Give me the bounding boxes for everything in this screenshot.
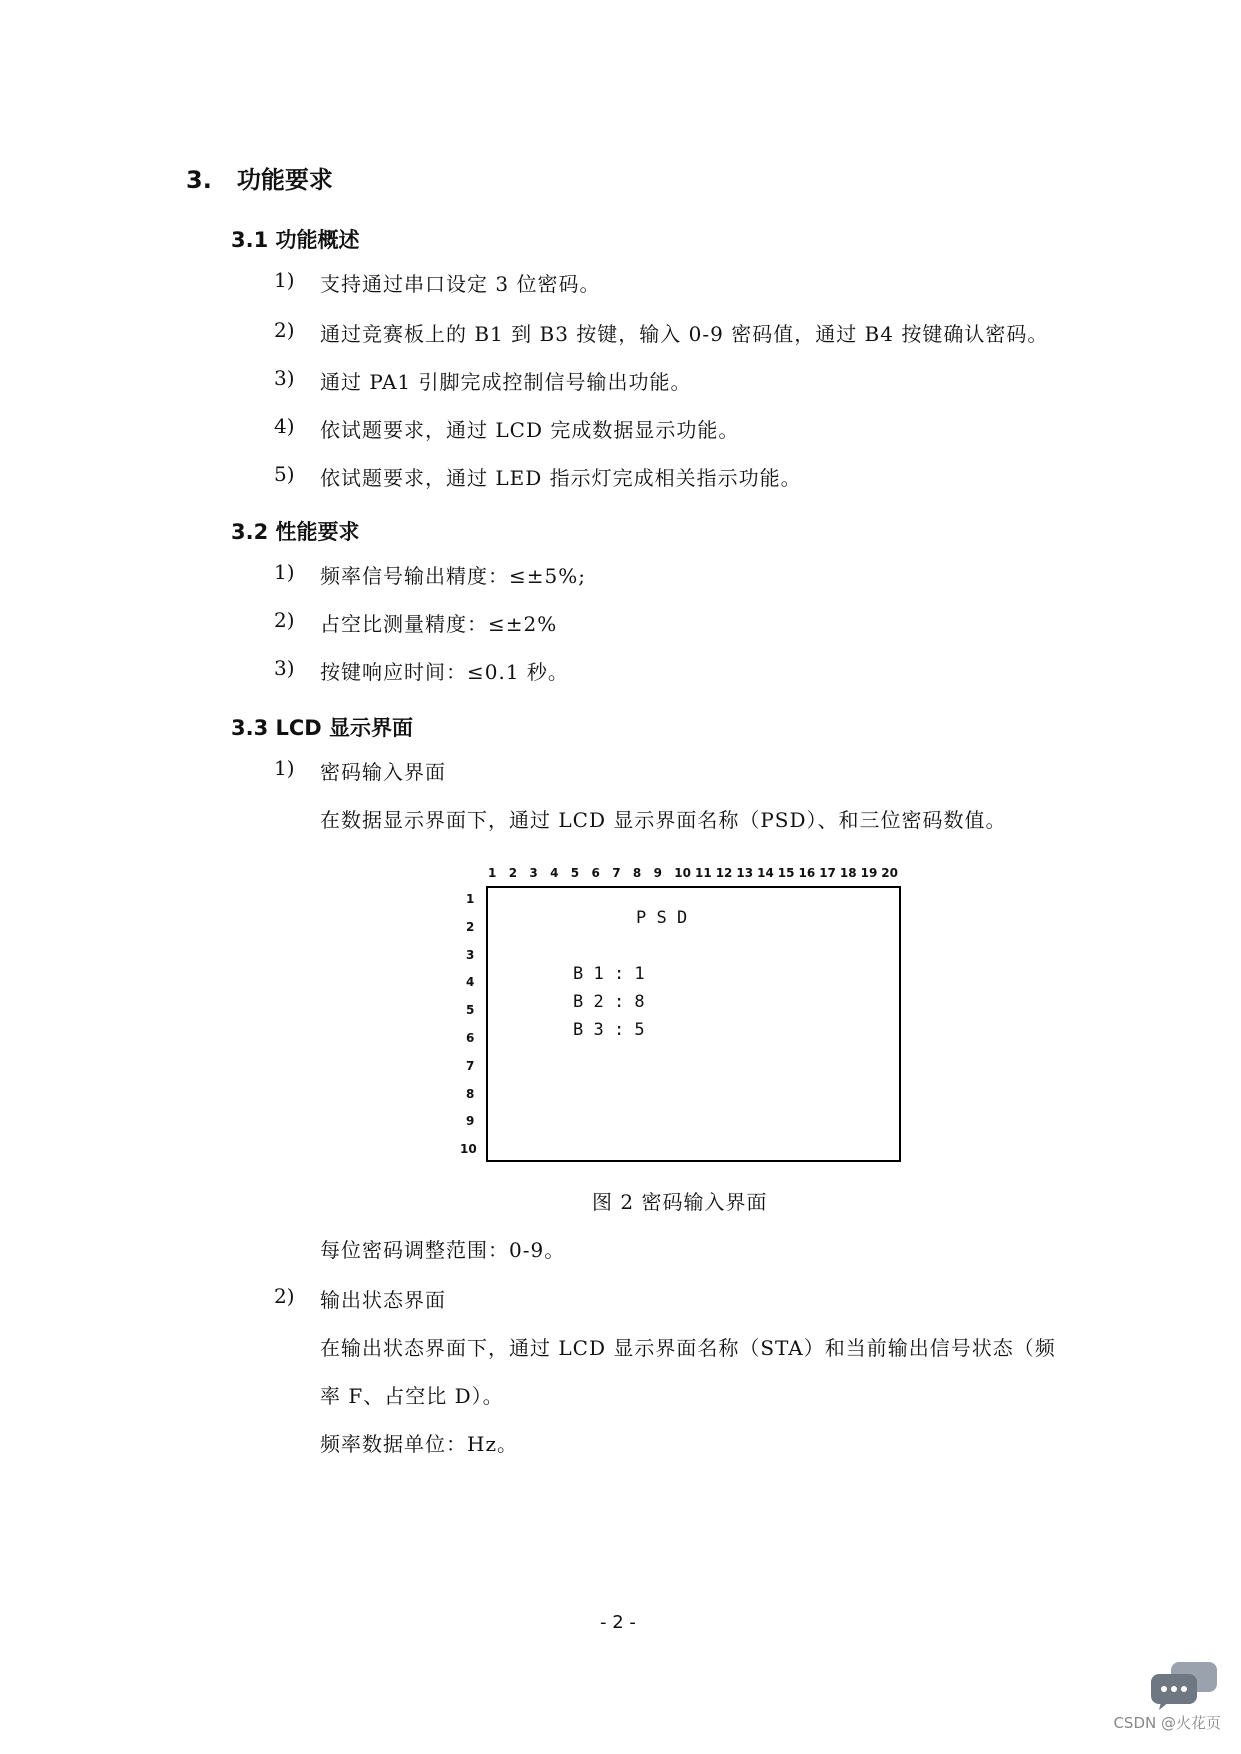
list-item-text: 通过竞赛板上的 B1 到 B3 按键，输入 0-9 密码值，通过 B4 按键确认密码。	[320, 322, 1049, 346]
lcd-column-number: 10	[674, 866, 691, 880]
lcd-line-2: P S D	[636, 908, 688, 928]
lcd-column-number: 19	[860, 866, 878, 880]
lcd-row-number: 6	[466, 1031, 475, 1045]
list-item-number: 1)	[274, 756, 295, 780]
lcd-column-number: 2	[508, 866, 518, 880]
lcd-column-number: 20	[881, 866, 898, 880]
list-item-text: 占空比测量精度：≤±2%	[320, 612, 558, 636]
page-number: - 2 -	[600, 1612, 636, 1633]
chat-bubble-icon	[1149, 1660, 1221, 1716]
paragraph: 在数据显示界面下，通过 LCD 显示界面名称（PSD）、和三位密码数值。	[320, 808, 1007, 832]
list-item-number: 5)	[274, 462, 295, 486]
subsection-title: 输出状态界面	[320, 1288, 446, 1312]
lcd-column-number: 3	[529, 866, 538, 880]
lcd-line-4: B 1 : 1	[573, 964, 645, 984]
heading-3-3: 3.3 LCD 显示界面	[231, 716, 414, 740]
list-item-text: 依试题要求，通过 LCD 完成数据显示功能。	[320, 418, 740, 442]
lcd-column-number: 18	[839, 866, 857, 880]
list-item-number: 2)	[274, 318, 295, 342]
lcd-column-number: 4	[550, 866, 559, 880]
lcd-row-number: 7	[466, 1058, 475, 1073]
list-item-number: 1)	[274, 268, 295, 292]
lcd-screen	[486, 886, 901, 1162]
section-title: 功能要求	[236, 166, 333, 194]
lcd-row-number: 5	[466, 1003, 475, 1018]
list-item-text: 通过 PA1 引脚完成控制信号输出功能。	[320, 370, 692, 394]
list-item-number: 1)	[274, 560, 295, 584]
heading-3-1: 3.1 功能概述	[231, 228, 360, 252]
list-item-number: 4)	[274, 414, 295, 438]
paragraph: 每位密码调整范围：0-9。	[320, 1238, 566, 1262]
subsection-title: 密码输入界面	[320, 760, 446, 784]
figure-caption: 图 2 密码输入界面	[592, 1190, 768, 1214]
section-heading	[186, 160, 333, 195]
lcd-row-number: 9	[466, 1114, 475, 1129]
list-item-number: 3)	[274, 366, 295, 390]
lcd-column-number: 9	[653, 866, 662, 880]
lcd-column-number: 13	[736, 866, 754, 880]
list-item-number: 2)	[274, 1284, 295, 1308]
lcd-column-number: 11	[695, 866, 712, 880]
lcd-column-number: 12	[715, 866, 733, 880]
lcd-line-5: B 2 : 8	[573, 992, 645, 1012]
lcd-column-number: 5	[570, 866, 580, 880]
lcd-column-number: 7	[612, 866, 621, 880]
lcd-column-number: 6	[591, 866, 600, 880]
lcd-column-number: 1	[488, 866, 497, 880]
lcd-row-number: 4	[466, 975, 475, 990]
list-item-number: 3)	[274, 656, 295, 680]
lcd-row-number: 10	[460, 1142, 477, 1157]
heading-3-2: 3.2 性能要求	[231, 520, 360, 544]
lcd-row-number: 8	[466, 1086, 475, 1101]
list-item-text: 按键响应时间：≤0.1 秒。	[320, 660, 569, 684]
lcd-column-number: 15	[777, 866, 795, 880]
list-item-number: 2)	[274, 608, 295, 632]
paragraph: 率 F、占空比 D）。	[320, 1384, 504, 1408]
lcd-column-number: 17	[819, 866, 836, 880]
lcd-column-number: 14	[757, 866, 774, 880]
list-item-text: 支持通过串口设定 3 位密码。	[320, 272, 601, 296]
paragraph: 在输出状态界面下，通过 LCD 显示界面名称（STA）和当前输出信号状态（频	[320, 1336, 1056, 1360]
lcd-column-number: 8	[632, 866, 642, 880]
lcd-line-6: B 3 : 5	[573, 1020, 645, 1040]
lcd-row-number: 3	[466, 947, 475, 962]
lcd-row-number: 1	[466, 892, 475, 906]
list-item-text: 频率信号输出精度：≤±5%;	[320, 564, 586, 588]
list-item-text: 依试题要求，通过 LED 指示灯完成相关指示功能。	[320, 466, 802, 490]
lcd-column-number: 16	[798, 866, 816, 880]
section-number: 3.	[186, 166, 212, 194]
watermark: CSDN @火花页	[1113, 1714, 1221, 1732]
lcd-row-number: 2	[466, 919, 475, 934]
paragraph: 频率数据单位：Hz。	[320, 1432, 518, 1456]
